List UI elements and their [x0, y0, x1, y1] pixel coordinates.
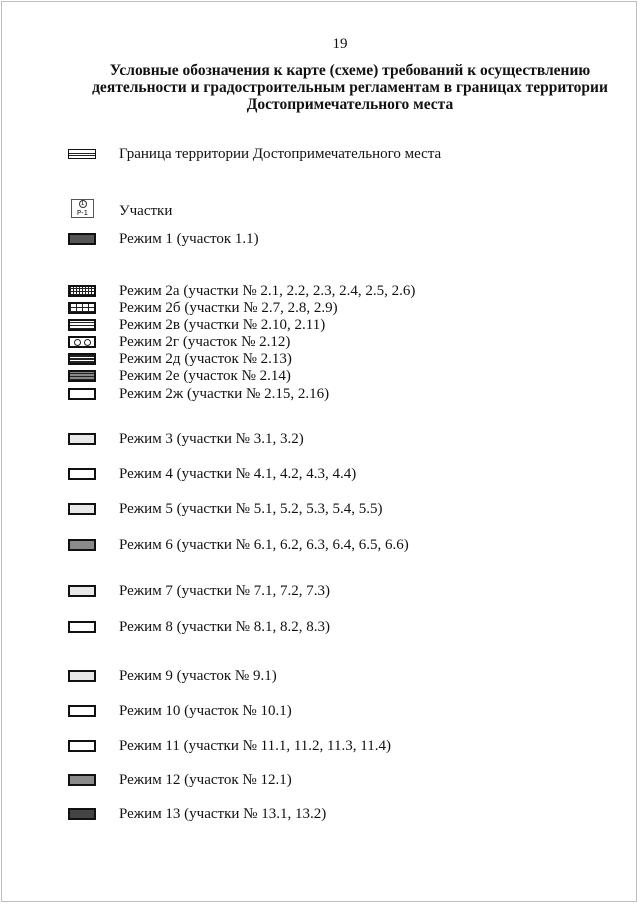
legend-label: Режим 7 (участки № 7.1, 7.2, 7.3): [119, 583, 330, 599]
dark-fill-icon: [68, 808, 96, 820]
coarse-grid-icon: [68, 302, 96, 314]
legend-label: Режим 5 (участки № 5.1, 5.2, 5.3, 5.4, 5.5): [119, 501, 383, 517]
legend-label: Режим 9 (участок № 9.1): [119, 668, 277, 684]
dark-fill-icon: [68, 233, 96, 245]
legend-label: Режим 11 (участки № 11.1, 11.2, 11.3, 11.4): [119, 738, 391, 754]
legend-label: Режим 12 (участок № 12.1): [119, 772, 292, 788]
horizontal-hatch-icon: [68, 319, 96, 331]
light-fill-icon: [68, 670, 96, 682]
page-title: [60, 62, 640, 113]
fine-grid-icon: [68, 285, 96, 297]
white-fill-icon: [68, 468, 96, 480]
legend-label: Режим 6 (участки № 6.1, 6.2, 6.3, 6.4, 6.5, 6.6): [119, 537, 409, 553]
white-fill-icon: [68, 705, 96, 717]
legend-label: Режим 2г (участок № 2.12): [119, 334, 291, 350]
legend-label: Режим 2е (участок № 2.14): [119, 368, 291, 384]
legend-label: Режим 1 (участок 1.1): [119, 231, 259, 247]
title-line-1: Условные обозначения к карте (схеме) требований к осуществлению: [109, 62, 591, 79]
title-line-3: Достопримечательного места: [246, 96, 454, 113]
white-fill-icon: [68, 740, 96, 752]
legend-label: Режим 2б (участки № 2.7, 2.8, 2.9): [119, 300, 338, 316]
medium-fill-icon: [68, 539, 96, 551]
light-fill-icon: [68, 585, 96, 597]
legend-label: Режим 4 (участки № 4.1, 4.2, 4.3, 4.4): [119, 466, 357, 482]
legend-label: Режим 8 (участки № 8.1, 8.2, 8.3): [119, 619, 330, 635]
boundary-line-icon: [68, 149, 96, 159]
legend-label: Режим 2д (участок № 2.13): [119, 351, 292, 367]
legend-label: Режим 2а (участки № 2.1, 2.2, 2.3, 2.4, 2.5, 2.6): [119, 283, 416, 299]
light-fill-icon: [68, 433, 96, 445]
plot-number: 1: [79, 200, 87, 208]
legend-label: Режим 2ж (участки № 2.15, 2.16): [119, 386, 330, 402]
dense-hatch-icon: [68, 353, 96, 365]
plot-marker-icon: [71, 199, 94, 218]
legend-label: Участки: [119, 203, 173, 219]
white-fill-icon: [68, 621, 96, 633]
page-border: [1, 1, 637, 902]
plot-code: Р-1: [76, 209, 89, 217]
circles-icon: [68, 336, 96, 348]
legend-label: Режим 10 (участок № 10.1): [119, 703, 292, 719]
gray-hatch-icon: [68, 370, 96, 382]
legend-label: Режим 13 (участки № 13.1, 13.2): [119, 806, 327, 822]
legend-label: Режим 3 (участки № 3.1, 3.2): [119, 431, 304, 447]
medium-fill-icon: [68, 774, 96, 786]
outline-icon: [68, 388, 96, 400]
legend-label: Граница территории Достопримечательного места: [119, 146, 442, 162]
light-fill-icon: [68, 503, 96, 515]
page-number: 19: [332, 36, 348, 52]
legend-label: Режим 2в (участки № 2.10, 2.11): [119, 317, 326, 333]
title-line-2: деятельности и градостроительным регламентам в границах территории: [92, 79, 608, 96]
